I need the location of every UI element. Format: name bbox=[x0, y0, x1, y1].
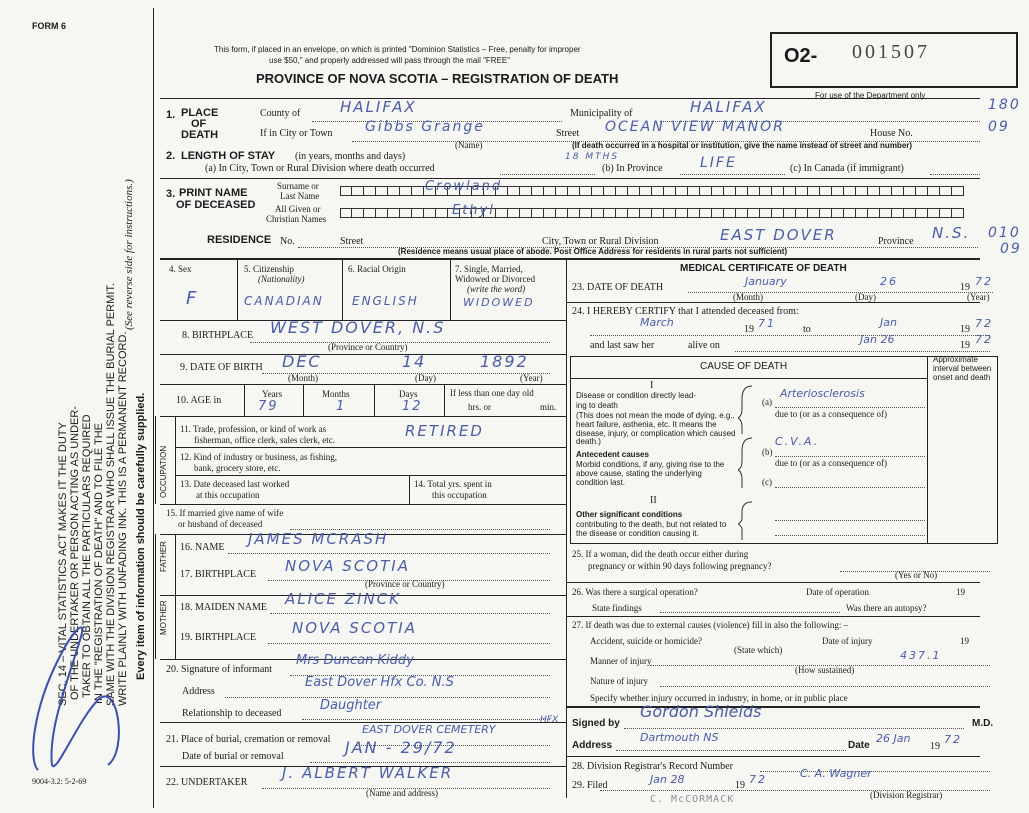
age-min-label: min. bbox=[540, 402, 557, 412]
dod-year-label: (Year) bbox=[967, 292, 990, 302]
father-bp-label: 17. BIRTHPLACE bbox=[180, 569, 257, 580]
age-days-label: Days bbox=[399, 389, 418, 399]
s3-num: 3. bbox=[166, 188, 176, 200]
margin-note: Every item of information should be carefully supplied. bbox=[135, 392, 147, 680]
yes-no-label: (Yes or No) bbox=[895, 570, 938, 580]
s2-sub: (in years, months and days) bbox=[295, 151, 406, 162]
occupation-q13: 13. Date deceased last worked bbox=[180, 479, 290, 489]
dod-year: 72 bbox=[975, 275, 993, 288]
city-label: If in City or Town bbox=[260, 128, 333, 139]
notice-line: This form, if placed in an envelope, on which is printed "Dominion Statistics – Free, penalty for improper bbox=[214, 45, 581, 54]
dob-year-label: (Year) bbox=[520, 373, 543, 383]
specify-label: Specify whether injury occurred in industry, in home, or in public place bbox=[590, 693, 848, 703]
signed-value: Gordon Shields bbox=[640, 702, 762, 721]
op-nineteen: 19 bbox=[956, 587, 965, 597]
s2b-value: LIFE bbox=[700, 155, 737, 171]
occupation-q12: bank, grocery store, etc. bbox=[194, 463, 281, 473]
given-name-grid bbox=[340, 208, 964, 218]
municipality-label: Municipality of bbox=[570, 108, 633, 119]
margin-rule bbox=[153, 8, 154, 808]
signed-address: Dartmouth NS bbox=[640, 731, 719, 744]
undertaker-label: 22. UNDERTAKER bbox=[166, 777, 248, 788]
signed-year: 72 bbox=[944, 733, 962, 746]
dod-label: 23. DATE OF DEATH bbox=[572, 282, 664, 293]
attended-to-year: 72 bbox=[975, 317, 993, 330]
age-months: 1 bbox=[336, 399, 347, 414]
margin-line: SAME WITH THE DIVISION REGISTRAR WHO SHALL ISSUE THE BURIAL PERMIT. bbox=[105, 283, 117, 706]
attended-label: 24. I HEREBY CERTIFY that I attended deceased from: bbox=[572, 306, 799, 317]
direct-label: ing to death bbox=[576, 401, 618, 410]
informant-relationship: Daughter bbox=[320, 698, 382, 713]
dept-use-label: For use of the Department only bbox=[815, 91, 926, 100]
manner-label: Manner of injury bbox=[590, 656, 652, 666]
findings-label: State findings bbox=[592, 603, 642, 613]
burial-place-label: 21. Place of burial, cremation or removal bbox=[166, 734, 331, 745]
city-value: Gibbs Grange bbox=[365, 119, 485, 135]
roman-one: I bbox=[650, 380, 654, 391]
cause-c-label: (c) bbox=[762, 477, 772, 487]
marital-sub: (write the word) bbox=[467, 284, 526, 294]
other-note: contributing to the death, but not related to the disease or condition causing it. bbox=[576, 520, 727, 538]
md-label: M.D. bbox=[972, 718, 994, 729]
informant-sig: Mrs Duncan Kiddy bbox=[296, 653, 414, 668]
roman-two: II bbox=[650, 495, 657, 506]
residence-province-value: N.S. bbox=[932, 224, 971, 242]
residence-province-label: Province bbox=[878, 236, 914, 247]
signed-nineteen: 19 bbox=[930, 741, 940, 752]
form-label: FORM 6 bbox=[32, 21, 67, 31]
sex-label: 4. Sex bbox=[169, 264, 192, 274]
marital-label: 7. Single, Married, bbox=[455, 264, 523, 274]
county-value: HALIFAX bbox=[340, 98, 417, 116]
attended-from-year: 71 bbox=[758, 317, 776, 330]
residence-city-label: City, Town or Rural Division bbox=[542, 236, 659, 247]
state-which-label: (State which) bbox=[734, 645, 783, 655]
other-label: Other significant conditions bbox=[576, 510, 683, 519]
autopsy-label: Was there an autopsy? bbox=[846, 603, 927, 613]
reg-prefix: O2- bbox=[784, 45, 818, 67]
burial-hfx: HFX bbox=[540, 715, 559, 725]
mother-label: MOTHER bbox=[159, 600, 168, 635]
filed-nineteen: 19 bbox=[735, 780, 745, 791]
birthplace-label: 8. BIRTHPLACE bbox=[182, 330, 254, 341]
signed-date-label: Date bbox=[848, 740, 870, 751]
age-less-label: If less than one day old bbox=[450, 388, 534, 398]
father-label: FATHER bbox=[159, 541, 168, 572]
last-seen-year: 72 bbox=[975, 333, 993, 346]
s1-label: OF bbox=[191, 118, 207, 130]
street-value: OCEAN VIEW MANOR bbox=[605, 119, 785, 135]
given-value: Ethyl bbox=[452, 203, 495, 218]
dod-month-label: (Month) bbox=[733, 292, 763, 302]
direct-label: Disease or condition directly lead- bbox=[576, 391, 697, 400]
residence-no-label: No. bbox=[280, 236, 295, 247]
mother-maiden: ALICE ZINCK bbox=[285, 590, 401, 608]
q26: 26. Was there a surgical operation? bbox=[572, 587, 698, 597]
citizenship-sub: (Nationality) bbox=[258, 274, 305, 284]
how-sustained-label: (How sustained) bbox=[795, 665, 855, 675]
margin-line: WRITE PLAINLY WITH UNFADING INK. THIS IS A PERMANENT RECORD. bbox=[117, 331, 129, 706]
side-code: 010 bbox=[988, 225, 1021, 241]
filed-year: 72 bbox=[749, 773, 767, 786]
occupation-q11: 11. Trade, profession, or kind of work as bbox=[180, 424, 327, 434]
to-label: to bbox=[803, 324, 811, 335]
spouse-label: or husband of deceased bbox=[178, 519, 263, 529]
racial-origin-label: 6. Racial Origin bbox=[348, 264, 406, 274]
residence-city-value: EAST DOVER bbox=[720, 226, 837, 244]
nature-label: Nature of injury bbox=[590, 676, 648, 686]
dod-day-label: (Day) bbox=[855, 292, 876, 302]
surname-label: Surname or bbox=[277, 181, 319, 191]
margin-note: (See reverse side for instructions.) bbox=[123, 179, 135, 330]
signed-date: 26 Jan bbox=[876, 732, 911, 745]
s1-num: 1. bbox=[166, 109, 176, 121]
cause-a-label: (a) bbox=[762, 397, 772, 407]
age-days: 12 bbox=[402, 399, 423, 414]
occupation-value: RETIRED bbox=[405, 422, 484, 440]
mother-maiden-label: 18. MAIDEN NAME bbox=[180, 602, 267, 613]
due-to: due to (or as a consequence of) bbox=[775, 458, 887, 468]
registrar-label: (Division Registrar) bbox=[870, 790, 943, 800]
sex-value: F bbox=[186, 288, 199, 309]
dob-year: 1892 bbox=[480, 352, 529, 371]
birthplace-sub: (Province or Country) bbox=[328, 342, 408, 352]
last-nineteen: 19 bbox=[960, 340, 970, 351]
undertaker-sub: (Name and address) bbox=[366, 788, 438, 798]
informant-address: East Dover Hfx Co. N.S bbox=[305, 675, 454, 690]
marital-value: WIDOWED bbox=[463, 296, 535, 309]
occupation-q12: 12. Kind of industry or business, as fishing, bbox=[180, 452, 337, 462]
s2-label: LENGTH OF STAY bbox=[181, 150, 276, 162]
occupation-q11: fisherman, office clerk, sales clerk, etc. bbox=[194, 435, 336, 445]
citizenship-label: 5. Citizenship bbox=[244, 264, 294, 274]
house-label: House No. bbox=[870, 128, 913, 139]
burial-date: JAN - 29/72 bbox=[345, 738, 457, 757]
s2-num: 2. bbox=[166, 150, 176, 162]
signed-address-label: Address bbox=[572, 740, 613, 751]
dob-day-label: (Day) bbox=[415, 373, 436, 383]
street-label: Street bbox=[556, 128, 580, 139]
form-code: 9004-3.2: 5-2-69 bbox=[32, 777, 87, 786]
filed-date: Jan 28 bbox=[650, 773, 685, 786]
s2b-label: (b) In Province bbox=[602, 163, 663, 174]
registrar-signature: C. A. Wagner bbox=[800, 767, 872, 780]
municipality-value: HALIFAX bbox=[690, 98, 767, 116]
father-bp: NOVA SCOTIA bbox=[285, 557, 410, 575]
informant-address-label: Address bbox=[182, 686, 215, 697]
from-nineteen: 19 bbox=[744, 324, 754, 335]
age-months-label: Months bbox=[322, 389, 350, 399]
given-label: Christian Names bbox=[266, 214, 327, 224]
name-label: (Name) bbox=[455, 140, 483, 150]
father-name-label: 16. NAME bbox=[180, 542, 225, 553]
marital-label: Widowed or Divorced bbox=[455, 274, 536, 284]
age-years-label: Years bbox=[262, 389, 283, 399]
informant-relationship-label: Relationship to deceased bbox=[182, 708, 282, 719]
spouse-label: 15. If married give name of wife bbox=[166, 508, 284, 518]
interval-label: Approximate interval between onset and death bbox=[933, 355, 992, 382]
registrar-stamp: C. McCORMACK bbox=[650, 794, 735, 805]
margin-line: SEC. 14 – VITAL STATISTICS ACT MAKES IT THE DUTY bbox=[57, 422, 69, 706]
reg-number: 001507 bbox=[852, 41, 930, 63]
margin-line: OF THE UNDERTAKER OR PERSON ACTING AS UNDER- bbox=[69, 406, 81, 700]
last-saw-label: and last saw her bbox=[590, 340, 655, 351]
occupation-label: OCCUPATION bbox=[159, 445, 168, 498]
cause-title: CAUSE OF DEATH bbox=[700, 361, 788, 372]
residence-street-label: Street bbox=[340, 236, 364, 247]
citizenship-value: CANADIAN bbox=[244, 294, 324, 308]
cause-b: C.V.A. bbox=[775, 435, 820, 448]
alive-on-label: alive on bbox=[688, 340, 720, 351]
s2c-label: (c) In Canada (if immigrant) bbox=[790, 163, 904, 174]
to-nineteen: 19 bbox=[960, 324, 970, 335]
s2a-value: 18 MTHS bbox=[565, 152, 620, 162]
antecedent-label: Antecedent causes bbox=[576, 450, 649, 459]
margin-line: TAKER TO OBTAIN ALL THE PARTICULARS REQUIRED bbox=[81, 414, 93, 698]
birthplace-value: WEST DOVER, N.S bbox=[270, 318, 446, 337]
notice-line: use $50," and properly addressed will pass through the mail "FREE" bbox=[269, 56, 511, 65]
due-to: due to (or as a consequence of) bbox=[775, 409, 887, 419]
margin-line: IN THE "REGISTRATION OF DEATH" AND TO FILE THE bbox=[93, 422, 105, 704]
institution-note: (If death occurred in a hospital or institution, give the name instead of street and number) bbox=[572, 141, 913, 150]
s2a-label: (a) In City, Town or Rural Division where death occurred bbox=[205, 163, 435, 174]
burial-date-label: Date of burial or removal bbox=[182, 751, 284, 762]
occupation-q14: this occupation bbox=[432, 490, 487, 500]
attended-from: March bbox=[640, 316, 674, 329]
direct-note: (This does not mean the mode of dying, e.g., heart failure, asthenia, etc. It means the disease, injury, or complication which caused death.) bbox=[576, 411, 736, 447]
racial-origin-value: ENGLISH bbox=[352, 294, 419, 308]
county-label: County of bbox=[260, 108, 301, 119]
side-code: 180 bbox=[988, 97, 1021, 113]
op-date-label: Date of operation bbox=[806, 587, 869, 597]
burial-place: EAST DOVER CEMETERY bbox=[362, 723, 496, 736]
residence-label: RESIDENCE bbox=[207, 234, 272, 246]
father-bp-sub: (Province or Country) bbox=[365, 579, 445, 589]
surname-value: Crowland bbox=[425, 179, 503, 194]
age-hrs-label: hrs. or bbox=[468, 402, 491, 412]
surname-label: Last Name bbox=[280, 191, 320, 201]
mother-bp-label: 19. BIRTHPLACE bbox=[180, 632, 257, 643]
father-name: JAMES MCRASH bbox=[248, 530, 389, 548]
residence-note: (Residence means usual place of abode. Post Office Address for residents in rural parts not sufficient) bbox=[398, 247, 788, 256]
undertaker-value: J. ALBERT WALKER bbox=[282, 764, 454, 782]
dod-nineteen: 19 bbox=[960, 282, 970, 293]
margin-scribble bbox=[18, 600, 148, 780]
dob-day: 14 bbox=[402, 352, 427, 371]
attended-to: Jan bbox=[880, 316, 897, 329]
dod-month: January bbox=[745, 275, 787, 288]
s1-label: PLACE bbox=[181, 107, 219, 119]
s3-label: PRINT NAME bbox=[179, 187, 248, 199]
q25: pregnancy or within 90 days following pregnancy? bbox=[588, 561, 772, 571]
injury-nineteen: 19 bbox=[960, 636, 969, 646]
age-label: 10. AGE in bbox=[176, 395, 222, 406]
medical-title: MEDICAL CERTIFICATE OF DEATH bbox=[680, 263, 847, 274]
age-years: 79 bbox=[258, 399, 279, 414]
dod-day: 26 bbox=[880, 275, 898, 288]
antecedent-note: Morbid conditions, if any, giving rise to the above cause, stating the underlying condition last. bbox=[576, 460, 725, 487]
registration-number-box bbox=[770, 32, 1018, 88]
side-code: 09 bbox=[988, 119, 1010, 135]
dob-label: 9. DATE OF BIRTH bbox=[180, 362, 263, 373]
signed-label: Signed by bbox=[572, 718, 620, 729]
dob-month-label: (Month) bbox=[288, 373, 318, 383]
occupation-q14: 14. Total yrs. spent in bbox=[414, 479, 492, 489]
dob-month: DEC bbox=[282, 352, 322, 371]
page-title: PROVINCE OF NOVA SCOTIA – REGISTRATION OF DEATH bbox=[256, 71, 619, 86]
code-437: 437.1 bbox=[900, 649, 942, 662]
informant-sig-label: 20. Signature of informant bbox=[166, 664, 273, 675]
last-seen: Jan 26 bbox=[860, 333, 895, 346]
injury-date-label: Date of injury bbox=[822, 636, 873, 646]
q27: 27. If death was due to external causes (violence) fill in also the following: – bbox=[572, 620, 849, 630]
side-code: 09 bbox=[1000, 241, 1022, 257]
s1-label: DEATH bbox=[181, 129, 219, 141]
record-number-label: 28. Division Registrar's Record Number bbox=[572, 761, 733, 772]
occupation-q13: at this occupation bbox=[196, 490, 260, 500]
cause-bracket bbox=[738, 384, 758, 544]
q25: 25. If a woman, did the death occur either during bbox=[572, 549, 749, 559]
cause-a: Arteriosclerosis bbox=[780, 387, 865, 400]
mother-bp: NOVA SCOTIA bbox=[292, 619, 417, 637]
filed-label: 29. Filed bbox=[572, 780, 608, 791]
cause-b-label: (b) bbox=[762, 447, 773, 457]
s3-label: OF DECEASED bbox=[176, 199, 256, 211]
accident-label: Accident, suicide or homicide? bbox=[590, 636, 702, 646]
given-label: All Given or bbox=[275, 204, 321, 214]
